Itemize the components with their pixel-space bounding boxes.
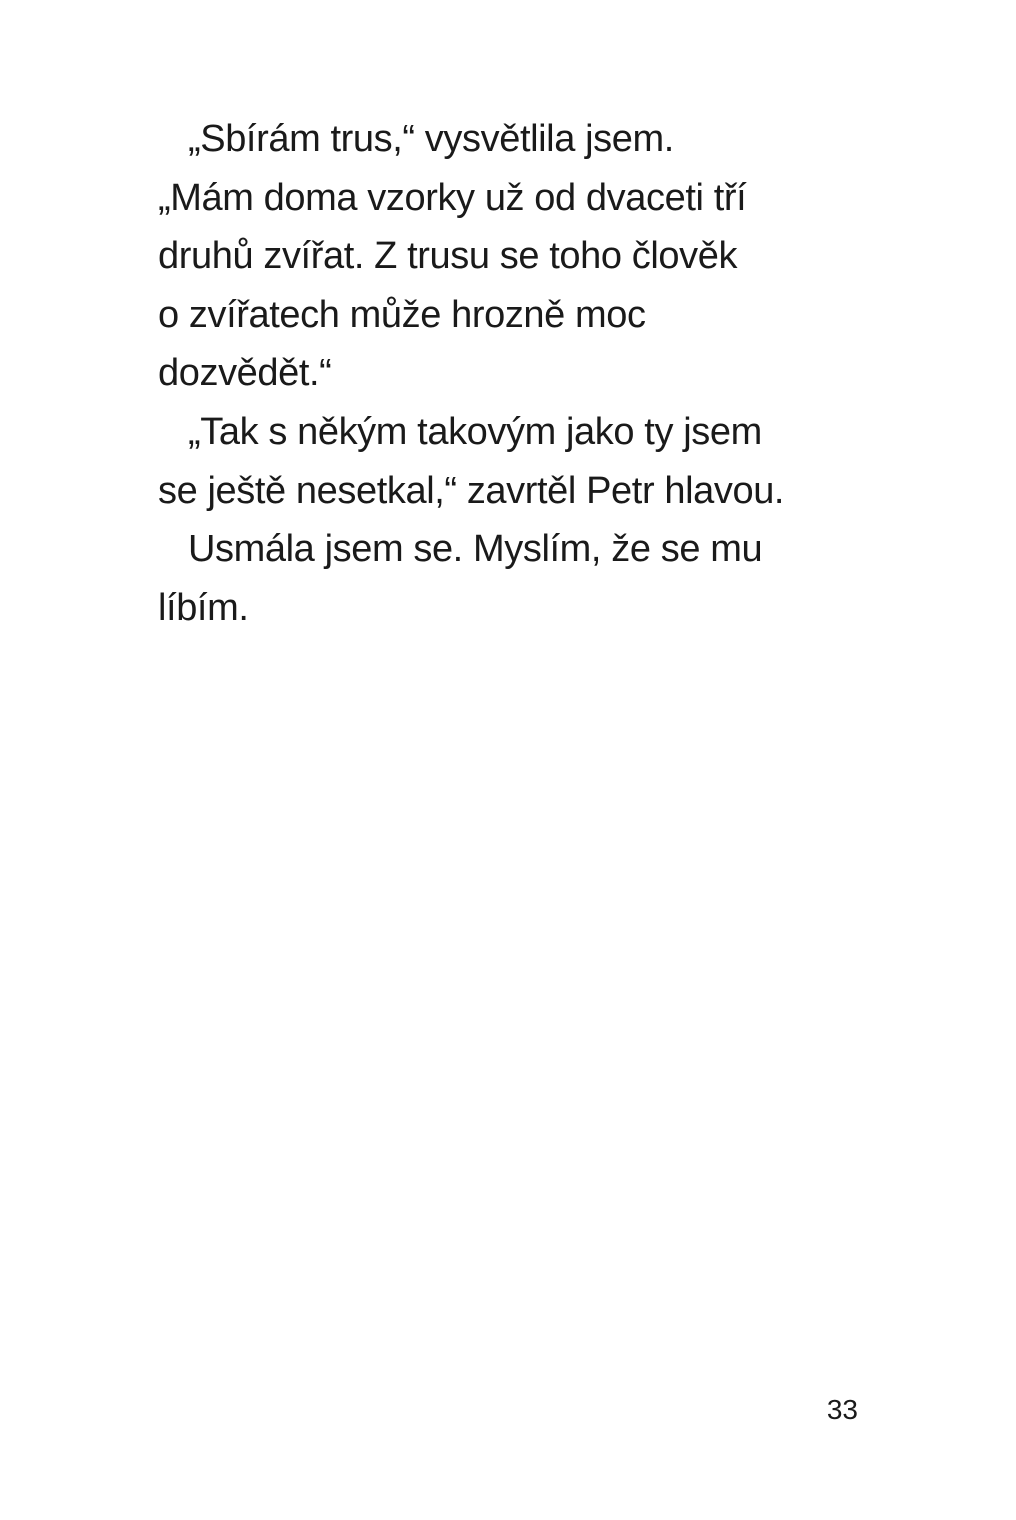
text-line: „Sbírám trus,“ vysvětlila jsem. xyxy=(188,118,674,160)
text-line: dozvědět.“ xyxy=(158,352,332,395)
text-line: „Mám doma vzorky už od dvaceti tří xyxy=(158,176,747,219)
text-line: líbím. xyxy=(158,586,249,629)
text-line: druhů zvířat. Z trusu se toho člověk xyxy=(158,235,738,278)
text-line: o zvířatech může hrozně moc xyxy=(158,293,646,336)
text-line: se ještě nesetkal,“ zavrtěl Petr hlavou. xyxy=(158,469,785,512)
text-line: Usmála jsem se. Myslím, že se mu xyxy=(188,528,763,571)
text-line: „Tak s někým takovým jako ty jsem xyxy=(188,410,762,453)
page-number: 33 xyxy=(826,1394,858,1425)
body-text xyxy=(158,110,878,637)
